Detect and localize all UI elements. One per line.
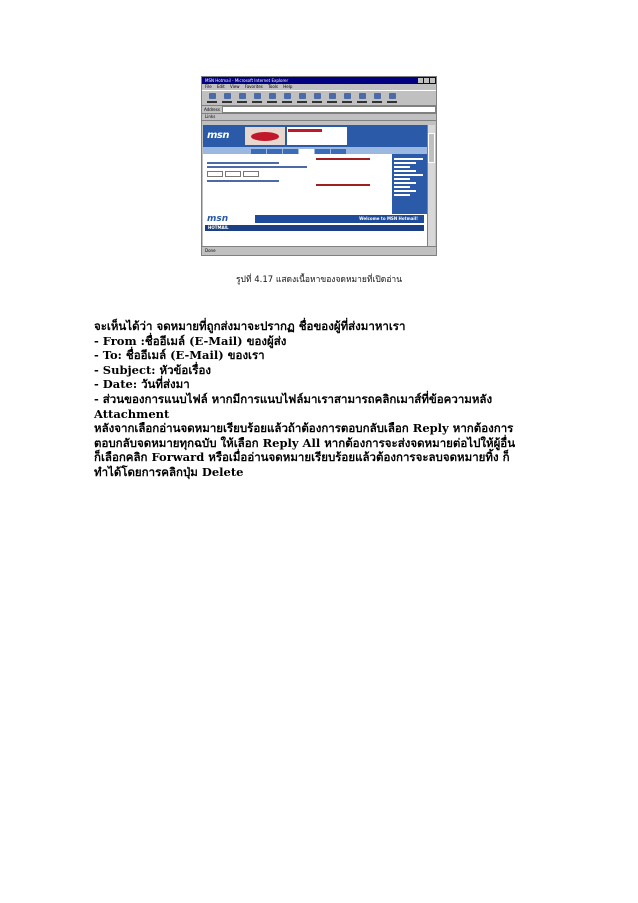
figure-search-icon	[281, 93, 293, 104]
paragraph-line: - From :ชื่ออีเมล์ (E-Mail) ของผู้ส่ง	[94, 333, 287, 348]
figure-refresh-icon	[251, 93, 263, 104]
figure-mail-content	[203, 154, 392, 214]
figure-links-label: Links	[205, 114, 216, 119]
figure-back-icon	[206, 93, 218, 104]
figure-messenger-icon	[386, 93, 398, 104]
figure-scrollbar	[427, 125, 435, 246]
figure-stop-icon	[236, 93, 248, 104]
paragraph-line: ทำได้โดยการคลิกปุ่ม Delete	[94, 464, 244, 479]
figure-lips-image	[245, 127, 285, 145]
figure-menu-edit: Edit	[216, 84, 225, 89]
figure-msn-header	[203, 125, 428, 147]
paragraph-line: Attachment	[94, 406, 170, 421]
figure-ad-banner	[287, 127, 347, 145]
figure-page-viewport	[203, 125, 428, 246]
figure-forward-icon	[221, 93, 233, 104]
figure-right-panel	[392, 154, 428, 214]
figure-address-label: Address	[204, 107, 220, 112]
figure-status-bar	[202, 246, 436, 255]
figure-screenshot	[201, 76, 437, 256]
body-text	[94, 319, 554, 480]
figure-window-title: MSN Hotmail - Microsoft Internet Explorer	[205, 78, 289, 83]
figure-links-bar	[202, 114, 436, 121]
figure-history-icon	[311, 93, 323, 104]
figure-menu-view: View	[230, 84, 240, 89]
figure-address-bar	[202, 106, 436, 114]
figure-print-icon	[341, 93, 353, 104]
paragraph-line: - To: ชื่ออีเมล์ (E-Mail) ของเรา	[94, 348, 265, 363]
figure-hotmail-label: HOTMAIL	[205, 225, 424, 231]
figure-edit-icon	[356, 93, 368, 104]
figure-status-text: Done	[205, 248, 216, 253]
figure-menu-tools: Tools	[268, 84, 279, 89]
figure-toolbar	[202, 90, 436, 106]
paragraph-line: จะเห็นได้ว่า จดหมายที่ถูกส่งมาจะปรากฏ ชื่อของผู้ที่ส่งมาหาเรา	[94, 319, 406, 333]
figure-menu-file: File	[205, 84, 212, 89]
figure-hotmail-logo: msn	[207, 214, 229, 224]
figure-msn-logo: msn	[207, 130, 229, 141]
figure-window-buttons	[418, 78, 435, 83]
figure-home-icon	[266, 93, 278, 104]
figure-address-field	[222, 106, 436, 113]
figure-menu-favorites: Favorites	[244, 84, 263, 89]
paragraph-line: ก็เลือกคลิก Forward หรือเมื่ออ่านจดหมายเรียบร้อยแล้วต้องการจะลบจดหมายทิ้ง ก็	[94, 450, 510, 465]
paragraph-line: - Subject: หัวข้อเรื่อง	[94, 362, 211, 377]
figure-discuss-icon	[371, 93, 383, 104]
figure-menu-help: Help	[283, 84, 293, 89]
paragraph-line: - Date: วันที่ส่งมา	[94, 377, 190, 392]
figure-hotmail-banner: Welcome to MSN Hotmail!	[255, 215, 424, 223]
paragraph-line: หลังจากเลือกอ่านจดหมายเรียบร้อยแล้วถ้าต้องการตอบกลับเลือก Reply หากต้องการ	[94, 421, 514, 436]
figure-favorites-icon	[296, 93, 308, 104]
figure-caption: รูปที่ 4.17 แสดงเนื้อหาของจดหมายที่เปิดอ่าน	[235, 275, 403, 285]
figure-nav-tabs	[203, 147, 428, 154]
paragraph-line: - ส่วนของการแนบไฟล์ หากมีการแนบไฟล์มาเราสามารถคลิกเมาส์ที่ข้อความหลัง	[94, 391, 493, 406]
figure-title-bar	[202, 77, 436, 84]
figure-content-area	[203, 154, 428, 214]
paragraph-line: ตอบกลับจดหมายทุกฉบับ ให้เลือก Reply All หากต้องการจะส่งจดหมายต่อไปให้ผู้อื่น	[94, 435, 516, 450]
figure-mail-icon	[326, 93, 338, 104]
figure-hotmail-section	[203, 214, 428, 234]
